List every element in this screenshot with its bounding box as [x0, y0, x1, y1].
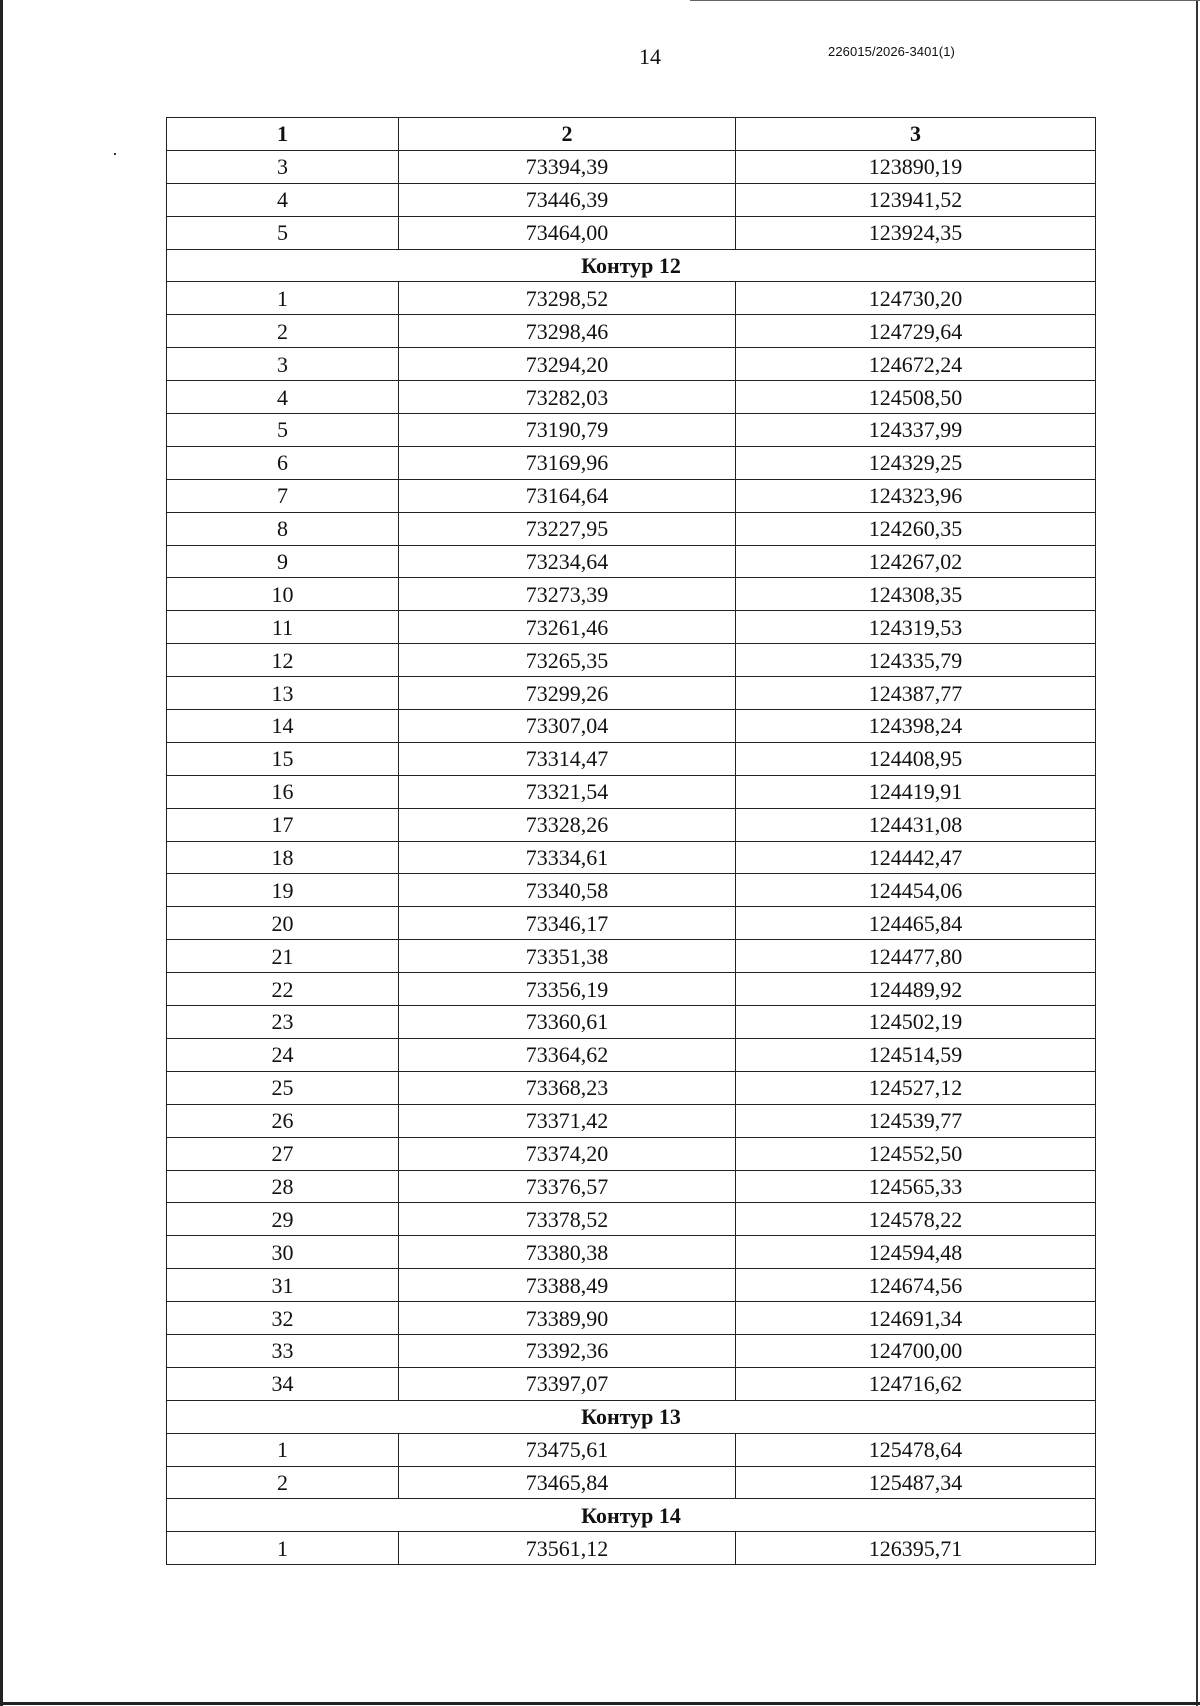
point-number-cell: 8 [167, 512, 399, 545]
document-reference: 226015/2026-3401(1) [828, 44, 955, 59]
y-coordinate-cell: 124489,92 [736, 973, 1096, 1006]
table-row [167, 446, 1096, 479]
y-coordinate-cell: 124323,96 [736, 479, 1096, 512]
y-coordinate-cell: 124442,47 [736, 841, 1096, 874]
section-title: Контур 14 [167, 1499, 1096, 1532]
point-number-cell: 6 [167, 446, 399, 479]
page-number: 14 [639, 44, 661, 69]
section-title: Контур 12 [167, 249, 1096, 282]
point-number-cell: 22 [167, 973, 399, 1006]
point-number-cell: 34 [167, 1367, 399, 1400]
y-coordinate-cell: 124398,24 [736, 710, 1096, 743]
table-row [167, 742, 1096, 775]
point-number-cell: 27 [167, 1137, 399, 1170]
x-coordinate-cell: 73380,38 [399, 1236, 736, 1269]
x-coordinate-cell: 73360,61 [399, 1006, 736, 1039]
y-coordinate-cell: 124539,77 [736, 1104, 1096, 1137]
point-number-cell: 33 [167, 1334, 399, 1367]
point-number-cell: 20 [167, 907, 399, 940]
y-coordinate-cell: 124267,02 [736, 545, 1096, 578]
point-number-cell: 29 [167, 1203, 399, 1236]
x-coordinate-cell: 73389,90 [399, 1302, 736, 1335]
section-title: Контур 13 [167, 1400, 1096, 1433]
table-row [167, 150, 1096, 183]
y-coordinate-cell: 124716,62 [736, 1367, 1096, 1400]
page-frame-left [0, 0, 3, 1706]
x-coordinate-cell: 73321,54 [399, 775, 736, 808]
x-coordinate-cell: 73397,07 [399, 1367, 736, 1400]
point-number-cell: 23 [167, 1006, 399, 1039]
table-row [167, 841, 1096, 874]
y-coordinate-cell: 124465,84 [736, 907, 1096, 940]
y-coordinate-cell: 124419,91 [736, 775, 1096, 808]
y-coordinate-cell: 123890,19 [736, 150, 1096, 183]
point-number-cell: 7 [167, 479, 399, 512]
x-coordinate-cell: 73374,20 [399, 1137, 736, 1170]
y-coordinate-cell: 124594,48 [736, 1236, 1096, 1269]
table-row [167, 1466, 1096, 1499]
section-row [167, 249, 1096, 282]
y-coordinate-cell: 124408,95 [736, 742, 1096, 775]
x-coordinate-cell: 73464,00 [399, 216, 736, 249]
point-number-cell: 19 [167, 874, 399, 907]
table-row [167, 1367, 1096, 1400]
x-coordinate-cell: 73368,23 [399, 1071, 736, 1104]
point-number-cell: 26 [167, 1104, 399, 1137]
y-coordinate-cell: 124454,06 [736, 874, 1096, 907]
table-row [167, 1137, 1096, 1170]
table-row [167, 381, 1096, 414]
column-header: 3 [736, 118, 1096, 151]
table-row [167, 315, 1096, 348]
y-coordinate-cell: 124578,22 [736, 1203, 1096, 1236]
section-row [167, 1499, 1096, 1532]
table-row [167, 512, 1096, 545]
x-coordinate-cell: 73376,57 [399, 1170, 736, 1203]
table-row [167, 479, 1096, 512]
table-row [167, 183, 1096, 216]
y-coordinate-cell: 125478,64 [736, 1433, 1096, 1466]
table-row [167, 1269, 1096, 1302]
x-coordinate-cell: 73169,96 [399, 446, 736, 479]
point-number-cell: 2 [167, 1466, 399, 1499]
page-frame-bottom [0, 1702, 1200, 1705]
y-coordinate-cell: 124527,12 [736, 1071, 1096, 1104]
point-number-cell: 32 [167, 1302, 399, 1335]
y-coordinate-cell: 124672,24 [736, 348, 1096, 381]
y-coordinate-cell: 124508,50 [736, 381, 1096, 414]
y-coordinate-cell: 124337,99 [736, 414, 1096, 447]
table-row [167, 1006, 1096, 1039]
table-row [167, 973, 1096, 1006]
point-number-cell: 5 [167, 216, 399, 249]
x-coordinate-cell: 73346,17 [399, 907, 736, 940]
page-frame-right [1196, 0, 1198, 1706]
table-row [167, 808, 1096, 841]
y-coordinate-cell: 124691,34 [736, 1302, 1096, 1335]
y-coordinate-cell: 124387,77 [736, 677, 1096, 710]
x-coordinate-cell: 73328,26 [399, 808, 736, 841]
y-coordinate-cell: 124565,33 [736, 1170, 1096, 1203]
table-row [167, 1170, 1096, 1203]
table-row [167, 710, 1096, 743]
scan-speck [114, 153, 116, 155]
x-coordinate-cell: 73282,03 [399, 381, 736, 414]
y-coordinate-cell: 124502,19 [736, 1006, 1096, 1039]
y-coordinate-cell: 124431,08 [736, 808, 1096, 841]
table-row [167, 545, 1096, 578]
table-body [167, 150, 1096, 1564]
x-coordinate-cell: 73298,46 [399, 315, 736, 348]
y-coordinate-cell: 126395,71 [736, 1532, 1096, 1565]
point-number-cell: 10 [167, 578, 399, 611]
x-coordinate-cell: 73364,62 [399, 1038, 736, 1071]
y-coordinate-cell: 124552,50 [736, 1137, 1096, 1170]
x-coordinate-cell: 73394,39 [399, 150, 736, 183]
point-number-cell: 4 [167, 381, 399, 414]
x-coordinate-cell: 73446,39 [399, 183, 736, 216]
point-number-cell: 1 [167, 282, 399, 315]
x-coordinate-cell: 73314,47 [399, 742, 736, 775]
table-row [167, 940, 1096, 973]
x-coordinate-cell: 73190,79 [399, 414, 736, 447]
table-row [167, 282, 1096, 315]
point-number-cell: 4 [167, 183, 399, 216]
point-number-cell: 3 [167, 348, 399, 381]
point-number-cell: 16 [167, 775, 399, 808]
x-coordinate-cell: 73561,12 [399, 1532, 736, 1565]
table-row [167, 644, 1096, 677]
point-number-cell: 13 [167, 677, 399, 710]
y-coordinate-cell: 124729,64 [736, 315, 1096, 348]
x-coordinate-cell: 73273,39 [399, 578, 736, 611]
table-row [167, 1334, 1096, 1367]
x-coordinate-cell: 73356,19 [399, 973, 736, 1006]
x-coordinate-cell: 73475,61 [399, 1433, 736, 1466]
y-coordinate-cell: 125487,34 [736, 1466, 1096, 1499]
y-coordinate-cell: 123941,52 [736, 183, 1096, 216]
table-row [167, 611, 1096, 644]
page-frame-top [690, 0, 1200, 1]
x-coordinate-cell: 73371,42 [399, 1104, 736, 1137]
y-coordinate-cell: 124308,35 [736, 578, 1096, 611]
point-number-cell: 25 [167, 1071, 399, 1104]
table-header-row [167, 118, 1096, 151]
column-header: 1 [167, 118, 399, 151]
point-number-cell: 11 [167, 611, 399, 644]
table-row [167, 775, 1096, 808]
x-coordinate-cell: 73234,64 [399, 545, 736, 578]
point-number-cell: 24 [167, 1038, 399, 1071]
x-coordinate-cell: 73307,04 [399, 710, 736, 743]
x-coordinate-cell: 73261,46 [399, 611, 736, 644]
x-coordinate-cell: 73351,38 [399, 940, 736, 973]
x-coordinate-cell: 73164,64 [399, 479, 736, 512]
y-coordinate-cell: 124477,80 [736, 940, 1096, 973]
x-coordinate-cell: 73265,35 [399, 644, 736, 677]
y-coordinate-cell: 124260,35 [736, 512, 1096, 545]
point-number-cell: 31 [167, 1269, 399, 1302]
coordinates-table [166, 117, 1096, 1565]
table-row [167, 216, 1096, 249]
point-number-cell: 15 [167, 742, 399, 775]
x-coordinate-cell: 73334,61 [399, 841, 736, 874]
point-number-cell: 30 [167, 1236, 399, 1269]
table-row [167, 1236, 1096, 1269]
table-row [167, 1038, 1096, 1071]
table-row [167, 907, 1096, 940]
table-row [167, 414, 1096, 447]
point-number-cell: 2 [167, 315, 399, 348]
y-coordinate-cell: 124514,59 [736, 1038, 1096, 1071]
table-row [167, 1302, 1096, 1335]
table-row [167, 578, 1096, 611]
column-header: 2 [399, 118, 736, 151]
x-coordinate-cell: 73388,49 [399, 1269, 736, 1302]
x-coordinate-cell: 73227,95 [399, 512, 736, 545]
section-row [167, 1400, 1096, 1433]
table-row [167, 348, 1096, 381]
x-coordinate-cell: 73294,20 [399, 348, 736, 381]
y-coordinate-cell: 123924,35 [736, 216, 1096, 249]
y-coordinate-cell: 124319,53 [736, 611, 1096, 644]
y-coordinate-cell: 124700,00 [736, 1334, 1096, 1367]
x-coordinate-cell: 73465,84 [399, 1466, 736, 1499]
point-number-cell: 1 [167, 1433, 399, 1466]
x-coordinate-cell: 73340,58 [399, 874, 736, 907]
y-coordinate-cell: 124674,56 [736, 1269, 1096, 1302]
point-number-cell: 21 [167, 940, 399, 973]
x-coordinate-cell: 73298,52 [399, 282, 736, 315]
x-coordinate-cell: 73392,36 [399, 1334, 736, 1367]
point-number-cell: 17 [167, 808, 399, 841]
point-number-cell: 3 [167, 150, 399, 183]
y-coordinate-cell: 124335,79 [736, 644, 1096, 677]
point-number-cell: 18 [167, 841, 399, 874]
table-row [167, 1203, 1096, 1236]
table-row [167, 1071, 1096, 1104]
x-coordinate-cell: 73299,26 [399, 677, 736, 710]
table-row [167, 874, 1096, 907]
point-number-cell: 14 [167, 710, 399, 743]
table-row [167, 1104, 1096, 1137]
x-coordinate-cell: 73378,52 [399, 1203, 736, 1236]
point-number-cell: 5 [167, 414, 399, 447]
point-number-cell: 12 [167, 644, 399, 677]
y-coordinate-cell: 124329,25 [736, 446, 1096, 479]
table-row [167, 677, 1096, 710]
point-number-cell: 1 [167, 1532, 399, 1565]
point-number-cell: 28 [167, 1170, 399, 1203]
table-row [167, 1532, 1096, 1565]
point-number-cell: 9 [167, 545, 399, 578]
table-row [167, 1433, 1096, 1466]
y-coordinate-cell: 124730,20 [736, 282, 1096, 315]
